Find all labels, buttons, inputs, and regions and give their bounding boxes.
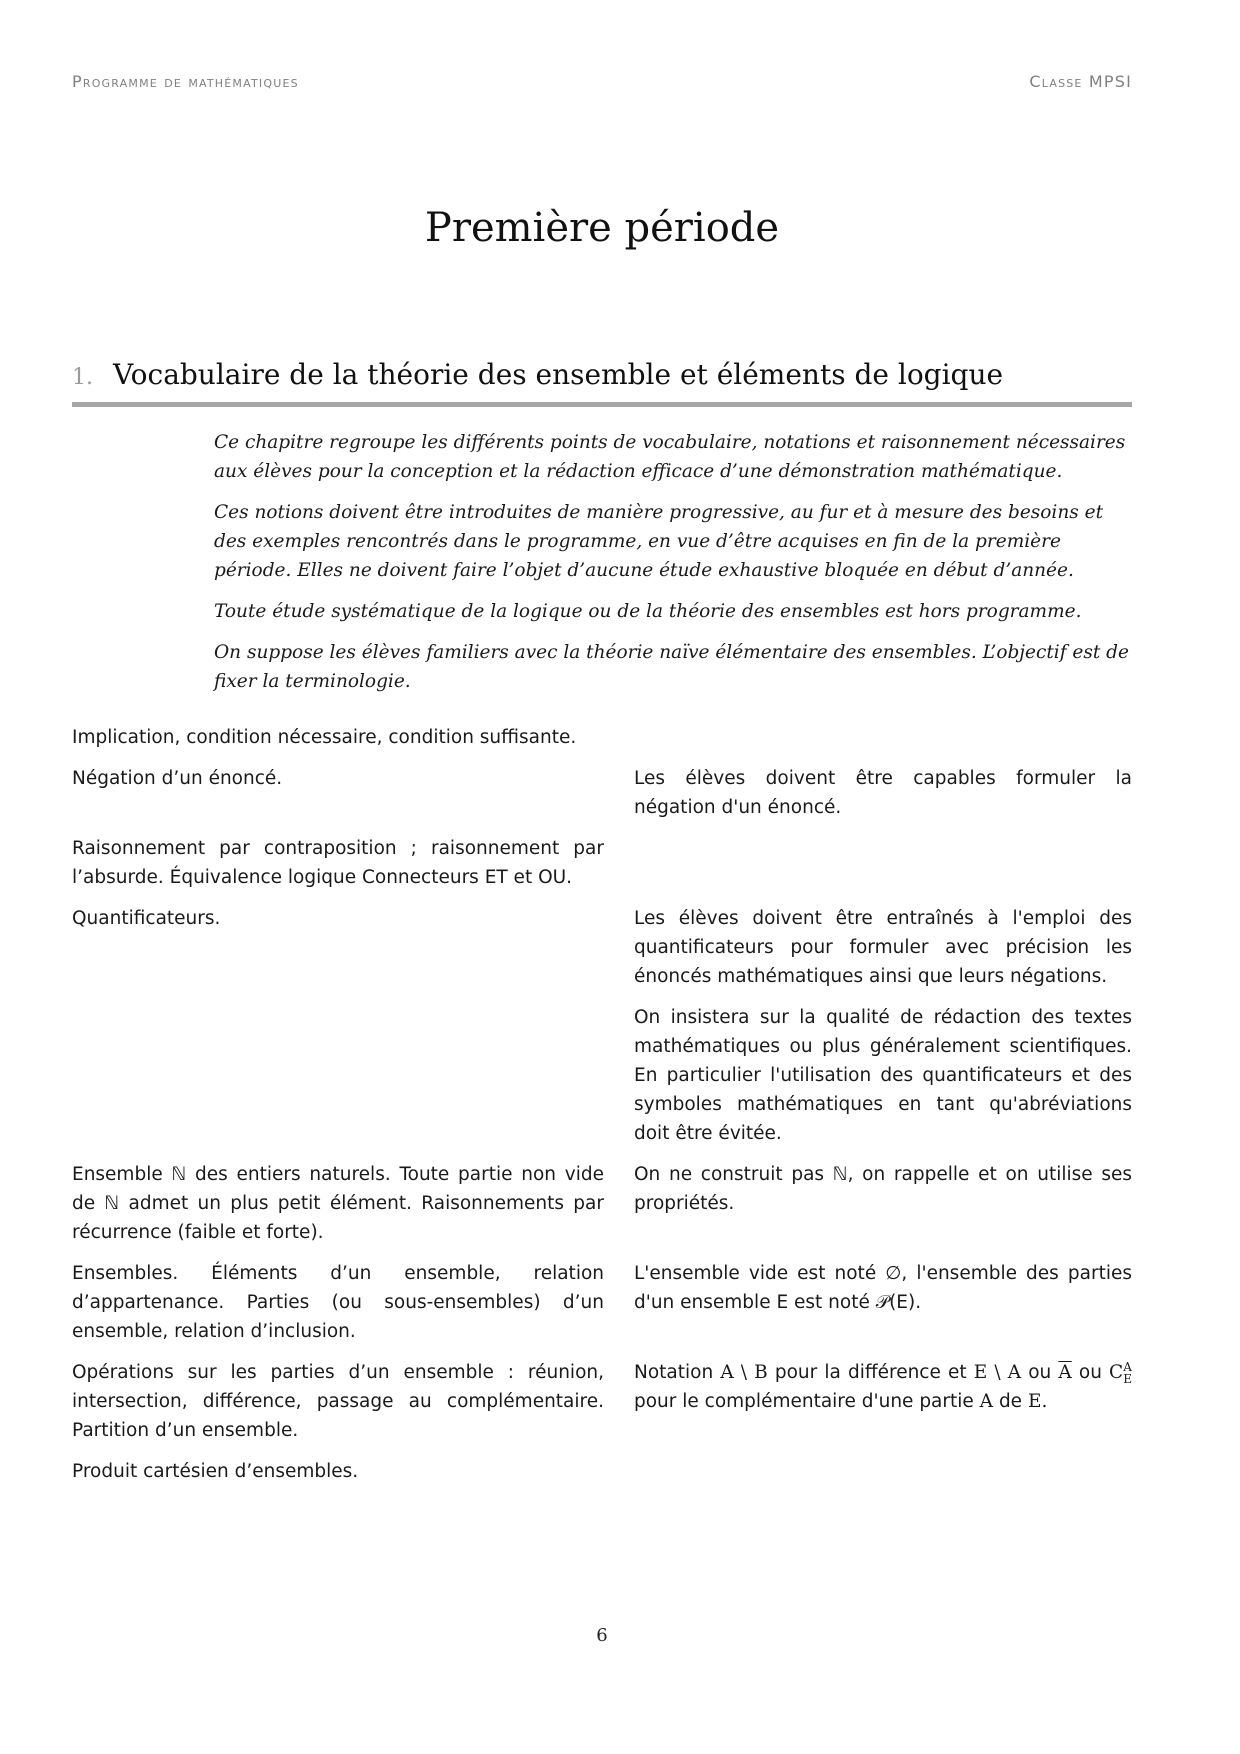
content-cell: Ensemble ℕ des entiers naturels. Toute partie non vide de ℕ admet un plus petit élément. Raisonnements par récurrence (faible et forte). [72, 1164, 604, 1243]
complement-c-notation: CA E [1109, 1360, 1132, 1386]
chapter-intro [214, 428, 1132, 708]
table-row [72, 834, 1132, 892]
period-title: Première période [424, 205, 780, 251]
section-title: Vocabulaire de la théorie des ensemble et éléments de logique [113, 358, 1004, 391]
comment-cell [634, 1358, 1132, 1445]
content-cell: Opérations sur les parties d’un ensemble : réunion, intersection, différence, passage au complémentaire. Partition d’un ensemble. [72, 1362, 604, 1441]
comment-paragraph: On insistera sur la qualité de rédaction des textes mathématiques ou plus généralement scientifiques. En particulier l'utilisation des quantificateurs et des symboles mathématiques en tant qu'abréviations doit être évitée. [634, 1007, 1132, 1144]
table-row [72, 1457, 1132, 1486]
comment-paragraph: L'ensemble vide est noté ∅, l'ensemble des parties d'un ensemble E est noté 𝒫(E). [634, 1263, 1132, 1313]
content-cell: Implication, condition nécessaire, condition suffisante. [72, 727, 577, 748]
intro-paragraph: On suppose les élèves familiers avec la théorie naïve élémentaire des ensembles. L’objectif est de fixer la terminologie. [214, 642, 1129, 692]
table-row [72, 1160, 1132, 1247]
complement-notation: E \ A [973, 1362, 1022, 1383]
comment-cell [634, 1457, 1132, 1486]
section-heading [72, 358, 1132, 398]
section-number: 1. [72, 365, 93, 390]
content-cell: Négation d’un énoncé. [72, 768, 283, 789]
comment-cell [634, 834, 1132, 892]
notation-paragraph: Notation A \ B pour la différence et E \ A ou $\overline{A}$ ou CA E pour le complémentaire d'une partie A de E. [634, 1360, 1132, 1412]
intro-paragraph: Toute étude systématique de la logique ou de la théorie des ensembles est hors programme. [214, 601, 1082, 622]
running-header [72, 72, 1132, 96]
comment-cell [634, 723, 1132, 752]
content-cell: Raisonnement par contraposition ; raisonnement par l’absurde. Équivalence logique Connecteurs ET et OU. [72, 838, 604, 888]
table-row [72, 723, 1132, 752]
content-cell: Produit cartésien d’ensembles. [72, 1461, 359, 1482]
document-page [72, 0, 1132, 1754]
comment-cell [634, 1259, 1132, 1346]
comment-cell [634, 904, 1132, 1148]
page-number: 6 [596, 1625, 608, 1646]
table-row [72, 904, 1132, 1148]
program-table [72, 723, 1132, 1498]
content-cell: Ensembles. Éléments d’un ensemble, relation d’appartenance. Parties (ou sous-ensembles) d’un ensemble, relation d’inclusion. [72, 1263, 604, 1342]
comment-paragraph: Les élèves doivent être capables formuler la négation d'un énoncé. [634, 768, 1132, 818]
content-cell: Quantificateurs. [72, 908, 221, 929]
header-right: Classe MPSI [1029, 72, 1132, 91]
comment-paragraph: Les élèves doivent être entraînés à l'emploi des quantificateurs pour formuler avec précision les énoncés mathématiques ainsi que leurs négations. [634, 908, 1132, 987]
comment-cell [634, 1160, 1132, 1247]
table-row [72, 1358, 1132, 1445]
intro-paragraph: Ces notions doivent être introduites de manière progressive, au fur et à mesure des besoins et des exemples rencontrés dans le programme, en vue d’être acquises en fin de la première période. Elles ne doivent faire l’objet d’aucune étude exhaustive bloquée en début d’année. [214, 502, 1104, 581]
comment-paragraph: On ne construit pas ℕ, on rappelle et on utilise ses propriétés. [634, 1164, 1132, 1214]
table-row [72, 1259, 1132, 1346]
section-rule [72, 402, 1132, 407]
complement-bar-notation: $\overline{A}$ [1058, 1362, 1072, 1383]
header-left: Programme de mathématiques [72, 72, 299, 91]
set-difference: A \ B [720, 1362, 768, 1383]
comment-cell [634, 764, 1132, 822]
table-row [72, 764, 1132, 822]
intro-paragraph: Ce chapitre regroupe les différents points de vocabulaire, notations et raisonnement nécessaires aux élèves pour la conception et la rédaction efficace d’une démonstration mathématique. [214, 432, 1126, 482]
